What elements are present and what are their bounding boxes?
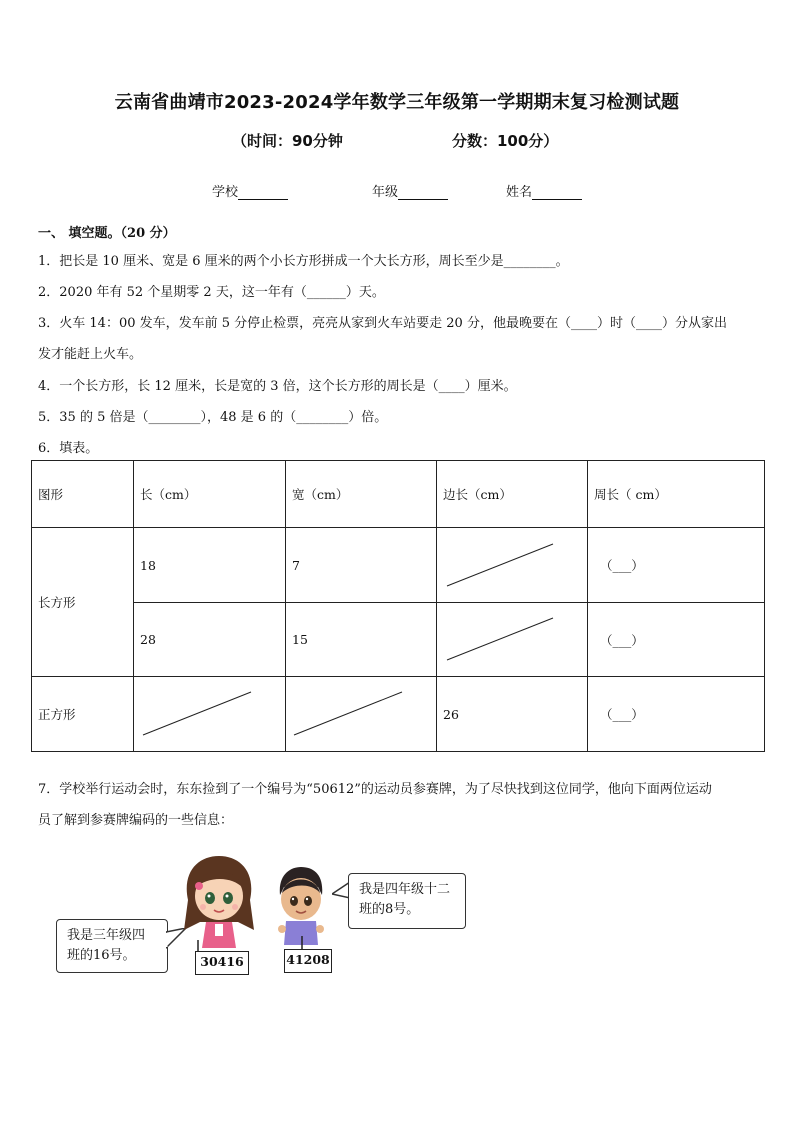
header-shape: 图形 [32,461,134,528]
header-perimeter: 周长（ cm） [588,461,765,528]
cell-side-crossed [437,528,588,603]
header-side: 边长（cm） [437,461,588,528]
header-width: 宽（cm） [286,461,437,528]
exam-time: （时间：90分钟 [232,132,343,150]
slash-line [134,677,286,751]
name-field [506,181,582,200]
fill-table [31,460,765,752]
question-1: 1．把长是 10 厘米、宽是 6 厘米的两个小长方形拼成一个大长方形，周长至少是________。 [38,254,569,269]
girl-speech-bubble [56,919,168,973]
header-length: 长（cm） [134,461,286,528]
square-label: 正方形 [32,677,134,752]
cell-side-crossed [437,603,588,677]
school-blank [238,185,288,200]
cell-length: 28 [134,603,286,677]
boy-speech-text: 我是四年级十二班的8号。 [359,882,451,917]
slash-line [286,677,437,751]
cell-width: 15 [286,603,437,677]
question-7-line2: 员了解到参赛牌编码的一些信息： [38,813,234,828]
cell-perimeter: （___） [588,677,765,752]
name-label: 姓名 [506,185,533,200]
cell-width: 7 [286,528,437,603]
question-3-line2: 发才能赶上火车。 [38,347,143,362]
boy-number-tag: 41208 [284,949,332,973]
table-row [32,528,765,603]
question-4: 4．一个长方形，长 12 厘米，长是宽的 3 倍，这个长方形的周长是（____）厘米。 [38,379,517,394]
exam-title: 云南省曲靖市2023-2024学年数学三年级第一学期期末复习检测试题 [114,92,680,113]
cell-width-crossed [286,677,437,752]
name-blank [532,185,582,200]
exam-score: 分数：100分） [452,132,559,150]
question-5: 5．35 的 5 倍是（________），48 是 6 的（________）倍。 [38,410,388,425]
school-label: 学校 [212,185,239,200]
table-header-row [32,461,765,528]
table-row [32,603,765,677]
question-6: 6．填表。 [38,441,99,456]
slash-line [437,603,588,676]
boy-speech-bubble [348,873,466,929]
grade-blank [398,185,448,200]
girl-speech-text: 我是三年级四班的16号。 [67,928,146,963]
slash-line [437,528,588,602]
cell-side: 26 [437,677,588,752]
grade-field [372,181,448,200]
cell-length-crossed [134,677,286,752]
table-row [32,677,765,752]
cell-perimeter: （___） [588,603,765,677]
question-7-line1: 7．学校举行运动会时，东东捡到了一个编号为“50612”的运动员参赛牌，为了尽快找到这位同学，他向下面两位运动 [38,782,712,797]
girl-number-tag: 30416 [195,951,249,975]
girl-illustration [180,852,258,952]
question-3-line1: 3．火车 14：00 发车，发车前 5 分停止检票，亮亮从家到火车站要走 20 分，他最晚要在（____）时（____）分从家出 [38,316,727,331]
cell-length: 18 [134,528,286,603]
cell-perimeter: （___） [588,528,765,603]
grade-label: 年级 [372,185,399,200]
school-field [212,181,288,200]
section-heading: 一、 填空题。（20 分） [38,226,176,241]
rect-label: 长方形 [32,528,134,677]
question-2: 2．2020 年有 52 个星期零 2 天，这一年有（______）天。 [38,285,385,300]
